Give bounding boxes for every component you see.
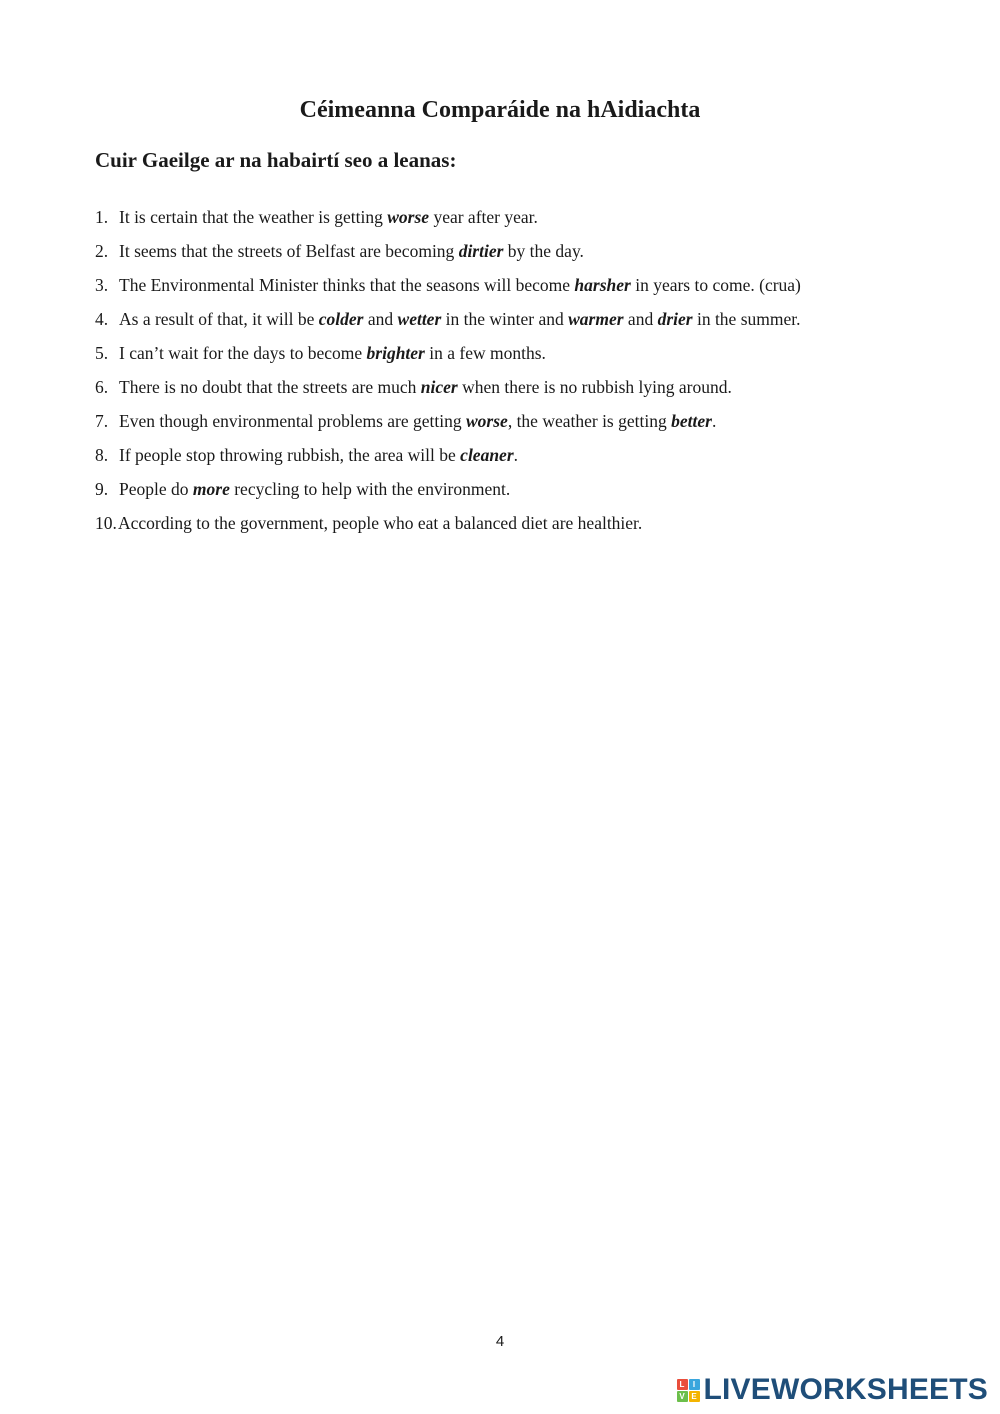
exercise-item — [95, 404, 845, 438]
exercise-item — [95, 200, 845, 234]
exercise-item — [95, 268, 845, 302]
sentence-text: If people stop throwing rubbish, the area will be — [119, 445, 461, 465]
instruction-heading: Cuir Gaeilge ar na habairtí seo a leanas: — [95, 148, 457, 172]
keyword: better — [671, 411, 712, 431]
keyword: harsher — [574, 275, 631, 295]
sentence-text: when there is no rubbish lying around. — [457, 377, 732, 397]
item-sentence — [118, 506, 845, 540]
keyword: colder — [318, 309, 364, 329]
exercise-item — [95, 472, 845, 506]
item-number: 2. — [95, 241, 109, 261]
sentence-text: . — [711, 411, 717, 431]
exercise-item — [95, 234, 845, 268]
item-number: 10. — [95, 513, 117, 533]
sentence-text: in the winter and — [441, 309, 569, 329]
item-sentence — [119, 404, 845, 438]
keyword: warmer — [568, 309, 624, 329]
sentence-text: As a result of that, it will be — [119, 309, 319, 329]
keyword: nicer — [420, 377, 458, 397]
logo-tile-e: E — [689, 1391, 700, 1402]
item-number: 7. — [95, 411, 109, 431]
page-title: Céimeanna Comparáide na hAidiachta — [299, 97, 701, 123]
item-sentence — [119, 472, 845, 506]
item-number: 6. — [95, 377, 109, 397]
item-number: 3. — [95, 275, 109, 295]
sentence-text: It seems that the streets of Belfast are becoming — [119, 241, 459, 261]
item-sentence — [119, 234, 845, 268]
sentence-text: and — [363, 309, 398, 329]
exercise-list — [95, 200, 845, 540]
sentence-text: in a few months. — [424, 343, 546, 363]
logo-tile-v: V — [677, 1391, 688, 1402]
sentence-text: and — [623, 309, 658, 329]
keyword: brighter — [366, 343, 425, 363]
exercise-item — [95, 438, 845, 472]
liveworksheets-brand[interactable] — [677, 1374, 989, 1406]
sentence-text: People do — [119, 479, 193, 499]
sentence-text: by the day. — [503, 241, 584, 261]
exercise-item — [95, 370, 845, 404]
sentence-text: I can’t wait for the days to become — [119, 343, 367, 363]
keyword: cleaner — [460, 445, 514, 465]
sentence-text: , the weather is getting — [507, 411, 672, 431]
sentence-text: There is no doubt that the streets are much — [119, 377, 421, 397]
item-sentence — [119, 370, 845, 404]
sentence-text: recycling to help with the environment. — [229, 479, 511, 499]
item-sentence — [119, 336, 845, 370]
item-sentence — [119, 438, 845, 472]
keyword: wetter — [397, 309, 442, 329]
sentence-text: year after year. — [429, 207, 538, 227]
item-number: 4. — [95, 309, 109, 329]
item-number: 1. — [95, 207, 109, 227]
exercise-item — [95, 336, 845, 370]
sentence-text: . — [513, 445, 519, 465]
keyword: dirtier — [458, 241, 504, 261]
keyword: worse — [387, 207, 430, 227]
item-sentence — [119, 200, 845, 234]
sentence-text: The Environmental Minister thinks that the seasons will become — [119, 275, 575, 295]
exercise-item — [95, 506, 845, 540]
sentence-text: It is certain that the weather is getting — [119, 207, 388, 227]
logo-tile-i: I — [689, 1379, 700, 1390]
keyword: more — [192, 479, 230, 499]
brand-name: LIVEWORKSHEETS — [703, 1373, 988, 1406]
page-number: 4 — [495, 1333, 505, 1350]
liveworksheets-logo-icon — [677, 1379, 700, 1402]
item-sentence — [119, 302, 845, 336]
item-number: 5. — [95, 343, 109, 363]
keyword: drier — [657, 309, 693, 329]
sentence-text: in the summer. — [692, 309, 801, 329]
item-sentence — [119, 268, 845, 302]
item-number: 8. — [95, 445, 109, 465]
keyword: worse — [466, 411, 508, 431]
sentence-text: Even though environmental problems are getting — [119, 411, 466, 431]
sentence-text: in years to come. (crua) — [630, 275, 801, 295]
exercise-item — [95, 302, 845, 336]
item-number: 9. — [95, 479, 109, 499]
sentence-text: According to the government, people who eat a balanced diet are healthier. — [118, 513, 643, 533]
logo-tile-l: L — [677, 1379, 688, 1390]
